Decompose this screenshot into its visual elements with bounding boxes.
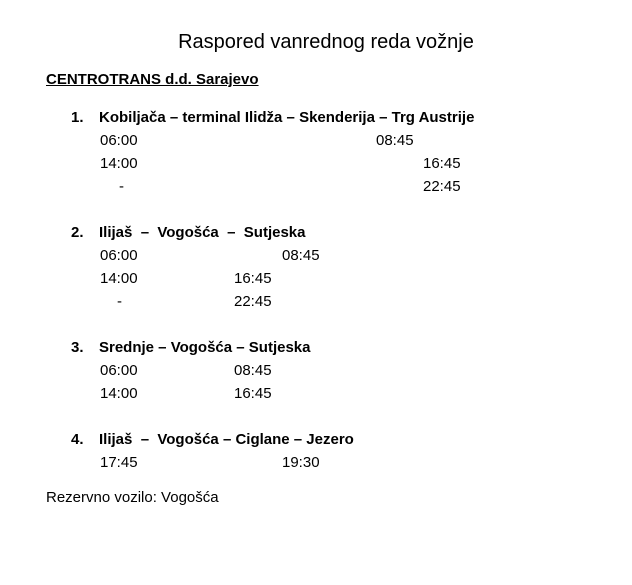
departure-time: 19:30 <box>282 454 320 471</box>
departure-time: 06:00 <box>100 247 138 264</box>
departure-time: 22:45 <box>234 293 272 310</box>
departure-time: 08:45 <box>234 362 272 379</box>
departure-time: 16:45 <box>234 385 272 402</box>
route-name: Srednje – Vogošća – Sutjeska <box>99 339 311 356</box>
route-name: Ilijaš – Vogošća – Sutjeska <box>99 224 306 241</box>
route-number: 2. <box>71 224 84 241</box>
departure-time: 16:45 <box>423 155 461 172</box>
route-number: 4. <box>71 431 84 448</box>
departure-time: 17:45 <box>100 454 138 471</box>
departure-time: 22:45 <box>423 178 461 195</box>
company-name: CENTROTRANS d.d. Sarajevo <box>46 71 259 88</box>
route-name: Ilijaš – Vogošća – Ciglane – Jezero <box>99 431 354 448</box>
departure-time: 06:00 <box>100 132 138 149</box>
departure-time: 14:00 <box>100 385 138 402</box>
departure-time: 06:00 <box>100 362 138 379</box>
departure-time: - <box>117 293 122 310</box>
departure-time: 14:00 <box>100 155 138 172</box>
departure-time: 08:45 <box>376 132 414 149</box>
route-number: 3. <box>71 339 84 356</box>
departure-time: 08:45 <box>282 247 320 264</box>
departure-time: 14:00 <box>100 270 138 287</box>
document-title: Raspored vanrednog reda vožnje <box>178 31 474 53</box>
departure-time: 16:45 <box>234 270 272 287</box>
departure-time: - <box>119 178 124 195</box>
route-number: 1. <box>71 109 84 126</box>
route-name: Kobiljača – terminal Ilidža – Skenderija – Trg Austrije <box>99 109 475 126</box>
reserve-vehicle-note: Rezervno vozilo: Vogošća <box>46 489 219 506</box>
